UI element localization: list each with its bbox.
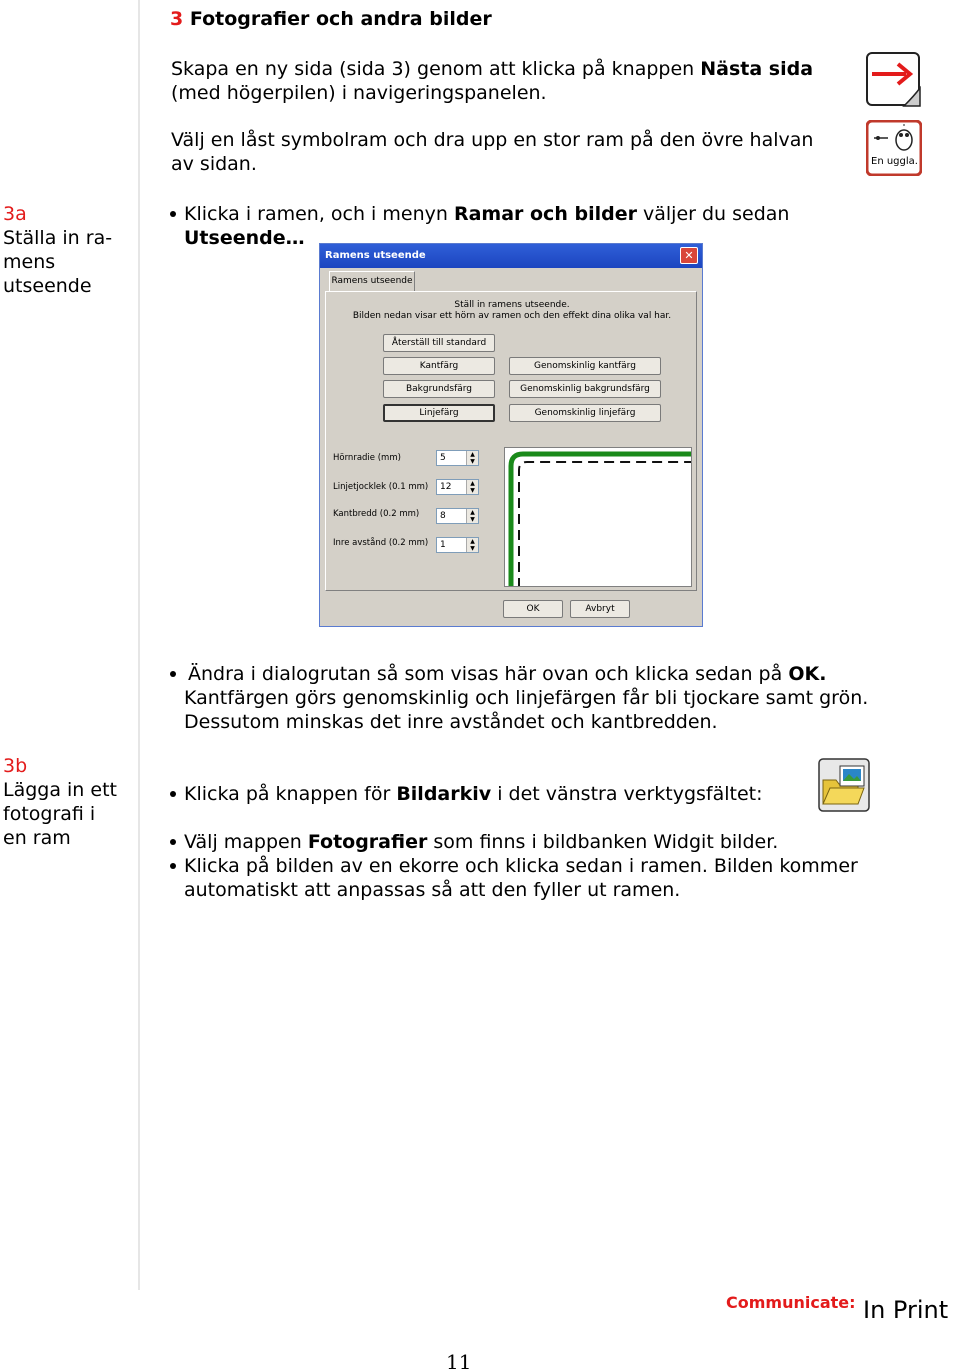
corner-radius-value: 5 (440, 453, 446, 463)
reset-default-button[interactable]: Återställ till standard (383, 334, 495, 352)
intro-text: (med högerpilen) i navigeringspanelen. (171, 82, 547, 104)
bullet-dot (170, 839, 176, 845)
corner-radius-label: Hörnradie (mm) (333, 453, 401, 463)
instruction-text: Klicka i ramen, och i menyn (184, 203, 454, 225)
menu-item-name: Utseende… (184, 227, 305, 249)
line-thickness-label: Linjetjocklek (0.1 mm) (333, 482, 429, 492)
instruction-text: automatiskt att anpassas så att den fyller ut ramen. (184, 879, 681, 901)
spin-arrows-icon[interactable]: ▲ ▼ (466, 538, 478, 552)
frame-preview (504, 447, 692, 587)
instruction-text: Dessutom minskas det inre avståndet och kantbredden. (184, 711, 718, 733)
step-3b-label-line: en ram (3, 827, 71, 849)
step-3b-label-line: fotografi i (3, 803, 96, 825)
instruction-text: Klicka på bilden av en ekorre och klicka sedan i ramen. Bilden kommer (184, 855, 858, 877)
instruction-text: Välj mappen (184, 831, 308, 853)
section-number: 3 (170, 8, 184, 30)
spin-arrows-icon[interactable]: ▲ ▼ (466, 451, 478, 465)
section-heading (170, 8, 492, 30)
transparent-line-button[interactable]: Genomskinlig linjefärg (509, 404, 661, 422)
intro-text: av sidan. (171, 153, 257, 175)
dialog-title: Ramens utseende (320, 244, 702, 268)
intro-paragraph-2 (171, 128, 861, 176)
instruction-text: Kantfärgen görs genomskinlig och linjefärgen får bli tjockare samt grön. (184, 687, 869, 709)
next-page-label: Nästa sida (700, 58, 814, 80)
border-width-stepper[interactable] (436, 508, 479, 524)
step-3a-id: 3a (3, 203, 27, 225)
step-3b-instruction-2 (184, 830, 904, 854)
line-thickness-value: 12 (440, 482, 452, 492)
step-3b-label-line: Lägga in ett (3, 779, 117, 801)
step-3a-label-line: mens (3, 251, 56, 273)
photographs-folder-label: Fotografier (307, 831, 428, 853)
line-thickness-stepper[interactable] (436, 479, 479, 495)
brand-communicate: Communicate: (726, 1293, 856, 1312)
ok-button[interactable]: OK (503, 600, 563, 618)
dialog-instruction-1: Ställ in ramens utseende. (454, 300, 570, 310)
step-3b-instruction-3 (184, 854, 924, 902)
inner-spacing-value: 1 (440, 540, 446, 550)
dialog-instruction-2: Bilden nedan visar ett hörn av ramen och den effekt dina olika val har. (352, 311, 672, 321)
background-color-button[interactable]: Bakgrundsfärg (383, 380, 495, 398)
instruction-text: som finns i bildbanken Widgit bilder. (427, 831, 779, 853)
column-divider (138, 0, 140, 1290)
border-width-value: 8 (440, 511, 446, 521)
bullet-dot (170, 211, 176, 217)
section-title: Fotografier och andra bilder (189, 8, 492, 30)
intro-text: Välj en låst symbolram och dra upp en stor ram på den övre halvan (171, 129, 814, 151)
close-icon[interactable]: ✕ (680, 247, 698, 264)
owl-symbol-icon (866, 120, 922, 176)
bullet-dot (170, 863, 176, 869)
page-number: 11 (446, 1350, 472, 1372)
instruction-text: väljer du sedan (636, 203, 790, 225)
border-width-label: Kantbredd (0.2 mm) (333, 509, 420, 519)
transparent-background-button[interactable]: Genomskinlig bakgrundsfärg (509, 380, 661, 398)
ok-label: OK. (788, 663, 827, 685)
intro-text: Skapa en ny sida (sida 3) genom att klicka på knappen (171, 58, 701, 80)
line-color-button[interactable]: Linjefärg (383, 404, 495, 422)
step-3a-instruction-2 (184, 662, 918, 734)
tab-frame-appearance[interactable]: Ramens utseende (329, 271, 415, 291)
step-3b-label (3, 754, 117, 850)
step-3a-label (3, 202, 112, 298)
step-3a-label-line: Ställa in ra- (3, 227, 113, 249)
bullet-dot (170, 791, 176, 797)
menu-name: Ramar och bilder (453, 203, 637, 225)
corner-radius-stepper[interactable] (436, 450, 479, 466)
owl-symbol-label: En uggla. (871, 156, 918, 167)
transparent-border-button[interactable]: Genomskinlig kantfärg (509, 357, 661, 375)
cancel-button[interactable]: Avbryt (570, 600, 630, 618)
instruction-text: i det vänstra verktygsfältet: (491, 783, 763, 805)
spin-arrows-icon[interactable]: ▲ ▼ (466, 509, 478, 523)
intro-paragraph-1 (171, 57, 861, 105)
next-page-icon (866, 52, 922, 108)
brand-in-print: In Print (863, 1296, 949, 1324)
border-color-button[interactable]: Kantfärg (383, 357, 495, 375)
inner-spacing-stepper[interactable] (436, 537, 479, 553)
instruction-text: Ändra i dialogrutan så som visas här ovan och klicka sedan på (188, 663, 789, 685)
image-archive-label: Bildarkiv (396, 783, 492, 805)
bullet-dot (170, 671, 176, 677)
image-archive-icon (818, 758, 870, 812)
frame-appearance-dialog (319, 243, 703, 627)
step-3b-id: 3b (3, 755, 28, 777)
inner-spacing-label: Inre avstånd (0.2 mm) (333, 538, 429, 548)
step-3a-label-line: utseende (3, 275, 92, 297)
instruction-text: Klicka på knappen för (184, 783, 397, 805)
step-3b-instruction-1 (184, 782, 824, 806)
spin-arrows-icon[interactable]: ▲ ▼ (466, 480, 478, 494)
